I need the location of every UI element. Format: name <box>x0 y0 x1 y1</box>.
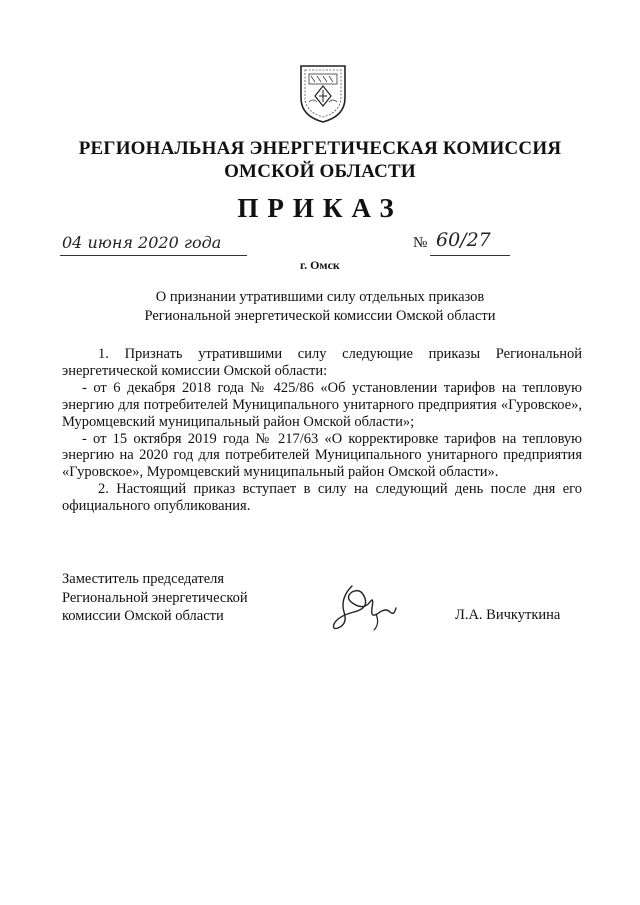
paragraph-2: 2. Настоящий приказ вступает в силу на следующий день после дня его официального опубликования. <box>62 481 582 515</box>
subject-line1: О признании утратившими силу отдельных приказов <box>155 289 485 305</box>
handwritten-signature <box>330 578 400 633</box>
document-body <box>62 346 582 515</box>
organization-name-line2: ОМСКОЙ ОБЛАСТИ <box>224 161 416 182</box>
subject-line2: Региональной энергетической комиссии Омской области <box>144 308 496 324</box>
coat-of-arms-icon <box>297 62 349 124</box>
position-line3: комиссии Омской области <box>62 608 224 624</box>
signatory-name: Л.А. Вичкуткина <box>455 607 561 623</box>
handwritten-date: 04 июня 2020 года <box>62 233 222 252</box>
date-underline <box>60 255 247 256</box>
handwritten-number: 60/27 <box>436 229 491 251</box>
number-underline <box>430 255 510 256</box>
document-title: ПРИКАЗ <box>237 193 403 223</box>
list-item-1: - от 6 декабря 2018 года № 425/86 «Об установлении тарифов на тепловую энергию для потребителей Муниципального унитарного предприятия «Гуровское», Муромцевский муниципальный район Омской области»; <box>62 379 582 430</box>
organization-name-line1: РЕГИОНАЛЬНАЯ ЭНЕРГЕТИЧЕСКАЯ КОМИССИЯ <box>78 138 562 159</box>
number-sign: № <box>413 235 428 251</box>
paragraph-1: 1. Признать утратившими силу следующие приказы Региональной энергетической комиссии Омской области: <box>62 346 582 379</box>
position-line2: Региональной энергетической <box>62 589 248 606</box>
city-label: г. Омск <box>300 258 340 272</box>
signatory-position <box>62 570 248 626</box>
list-item-2: - от 15 октября 2019 года № 217/63 «О корректировке тарифов на тепловую энергию на 2020 год для потребителей Муниципального унитарного предприятия «Гуровское», Муромцевский муниципальный район Омской области». <box>62 430 582 481</box>
position-line1: Заместитель председателя <box>62 571 225 587</box>
